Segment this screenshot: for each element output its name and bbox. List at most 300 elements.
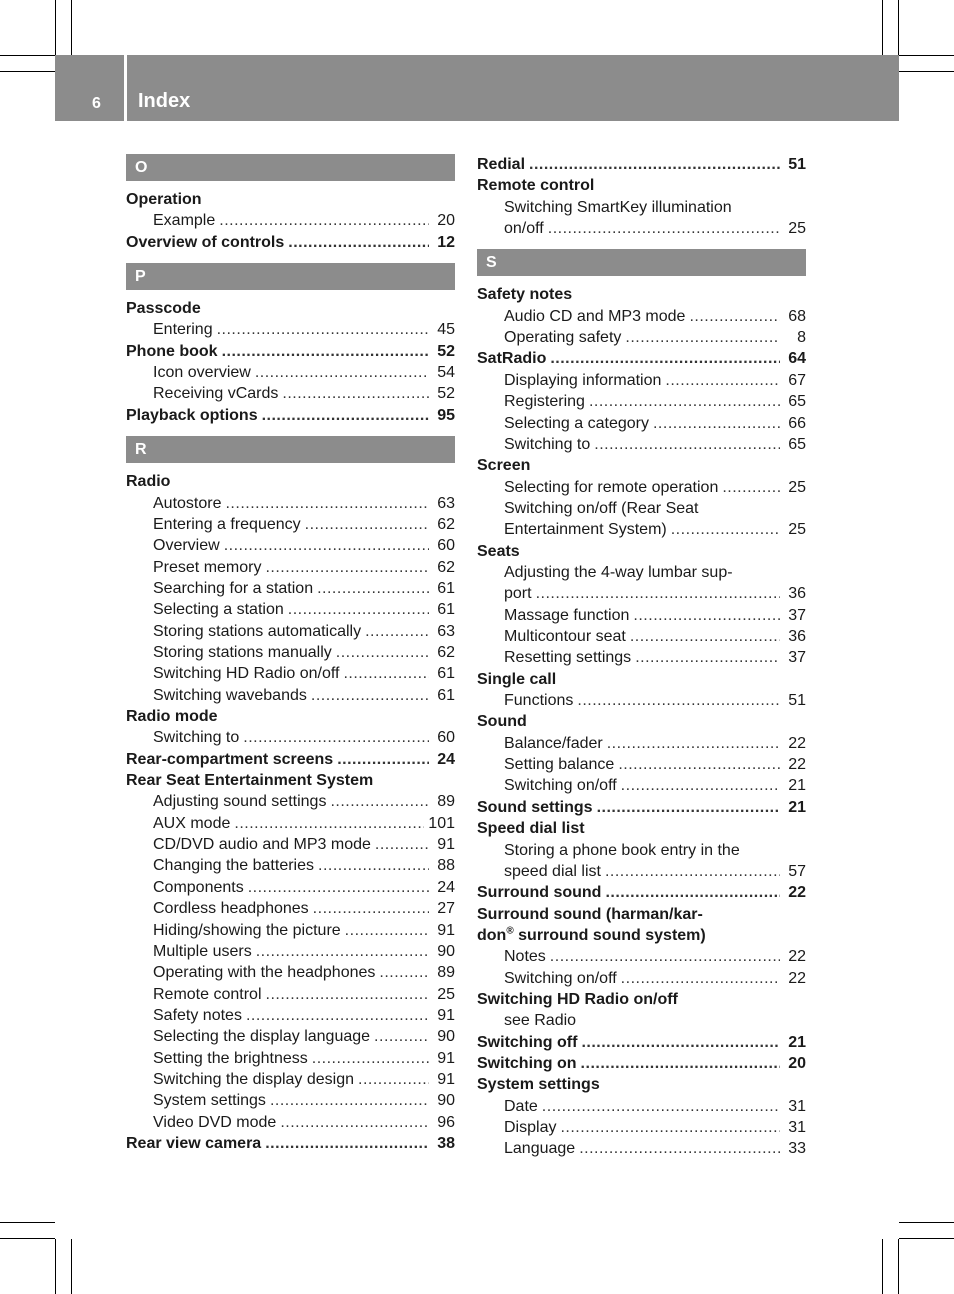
leader-dots: [317, 578, 429, 599]
entry-label: Changing the batteries: [153, 857, 314, 875]
index-subentry: [477, 197, 806, 218]
leader-dots: [243, 727, 429, 748]
index-subentry: [126, 877, 455, 898]
index-subentry: [126, 855, 455, 876]
index-column-right: [477, 154, 806, 1184]
crop-mark: [71, 1239, 72, 1294]
page-reference: 27: [437, 900, 455, 918]
page-reference: 20: [437, 212, 455, 230]
index-entry: [126, 341, 455, 362]
entry-label: Switching on/off (Rear Seat: [504, 499, 699, 517]
page-reference: 90: [437, 1028, 455, 1046]
section-letter-s: S: [477, 249, 806, 276]
entry-label: Overview of controls: [126, 233, 285, 251]
leader-dots: [621, 775, 780, 796]
entry-label: Switching on: [477, 1055, 577, 1072]
entry-label: Radio mode: [126, 708, 218, 725]
entry-label: Surround sound (harman/kar-: [477, 905, 703, 923]
leader-dots: [282, 383, 429, 404]
entry-label: Functions: [504, 692, 574, 710]
leader-dots: [265, 1133, 429, 1154]
leader-dots: [589, 391, 780, 412]
index-subentry: [477, 1096, 806, 1117]
leader-dots: [311, 685, 429, 706]
page-reference: 54: [437, 364, 455, 382]
entry-label: Radio: [126, 473, 171, 491]
leader-dots: [345, 920, 429, 941]
entry-label: Adjusting the 4-way lumbar sup-: [504, 563, 733, 581]
index-subentry: [126, 984, 455, 1005]
leader-dots: [633, 605, 780, 626]
page-reference: 65: [788, 435, 806, 453]
entry-label: Switching HD Radio on/off: [153, 665, 340, 683]
index-subentry: [477, 840, 806, 861]
index-entry: [477, 1032, 806, 1053]
entry-label: Operating with the headphones: [153, 964, 376, 982]
entry-label: Components: [153, 878, 244, 896]
crop-mark: [898, 0, 899, 55]
entry-label: Surround sound: [477, 884, 602, 902]
index-subentry: [126, 663, 455, 684]
page-reference: 38: [437, 1135, 455, 1152]
index-entry: [126, 1133, 455, 1154]
entry-label: Passcode: [126, 300, 201, 318]
page-number: 6: [92, 95, 101, 112]
leader-dots: [379, 962, 429, 983]
page-reference: 63: [437, 622, 455, 640]
entry-label: Switching SmartKey illumination: [504, 198, 732, 216]
entry-label: Switching wavebands: [153, 686, 307, 704]
leader-dots: [222, 341, 429, 362]
page-reference: 57: [788, 862, 806, 880]
leader-dots: [343, 663, 429, 684]
page-reference: 60: [437, 729, 455, 747]
index-entry: [126, 189, 455, 210]
section-letter-p: P: [126, 263, 455, 290]
index-subentry: [477, 413, 806, 434]
leader-dots: [597, 797, 780, 818]
index-entry: [477, 669, 806, 690]
entry-label: speed dial list: [504, 862, 601, 880]
leader-dots: [579, 1138, 780, 1159]
entry-label: CD/DVD audio and MP3 mode: [153, 836, 371, 854]
index-subentry: [477, 626, 806, 647]
page-reference: 24: [437, 878, 455, 896]
entry-label: Remote control: [477, 177, 595, 195]
index-subentry: [477, 690, 806, 711]
page-reference: 25: [788, 220, 806, 238]
page-reference: 25: [788, 521, 806, 539]
page-reference: 36: [788, 585, 806, 603]
entry-label: Sound: [477, 713, 527, 731]
entry-label: Sound settings: [477, 798, 593, 816]
leader-dots: [375, 834, 429, 855]
leader-dots: [665, 370, 780, 391]
index-subentry: [126, 898, 455, 919]
crop-mark: [0, 55, 55, 56]
index-subentry: [126, 362, 455, 383]
index-entry: [477, 455, 806, 476]
entry-label: don® surround sound system): [477, 925, 706, 944]
index-subentry: [126, 920, 455, 941]
index-subentry: [477, 519, 806, 540]
entry-label: Notes: [504, 948, 546, 966]
page-reference: 101: [428, 814, 455, 832]
entry-label: Multicontour seat: [504, 628, 626, 645]
page-reference: 21: [788, 798, 806, 816]
index-subentry: [477, 391, 806, 412]
entry-label: Storing a phone book entry in the: [504, 841, 740, 859]
page-reference: 52: [437, 342, 455, 360]
index-entry: [477, 925, 806, 946]
index-entry: [477, 1074, 806, 1095]
crop-mark: [0, 1238, 55, 1239]
entry-label: Date: [504, 1097, 538, 1115]
index-subentry: [477, 370, 806, 391]
crop-mark: [899, 1222, 954, 1223]
crop-mark: [55, 0, 56, 55]
entry-label: Hiding/showing the picture: [153, 921, 341, 939]
leader-dots: [224, 535, 429, 556]
index-subentry: [477, 647, 806, 668]
entry-label: Receiving vCards: [153, 385, 279, 403]
leader-dots: [318, 855, 429, 876]
index-subentry: [126, 1005, 455, 1026]
leader-dots: [581, 1032, 780, 1053]
page-reference: 63: [437, 494, 455, 512]
entry-label: Preset memory: [153, 558, 262, 576]
index-subentry: [477, 754, 806, 775]
leader-dots: [280, 1112, 429, 1133]
page-reference: 64: [788, 350, 806, 368]
page-reference: 68: [788, 307, 806, 325]
leader-dots: [529, 154, 780, 175]
leader-dots: [288, 599, 429, 620]
leader-dots: [621, 968, 780, 989]
entry-label: Phone book: [126, 342, 218, 360]
header-divider: [124, 55, 127, 121]
entry-label: Setting the brightness: [153, 1049, 308, 1067]
entry-label: Cordless headphones: [153, 900, 309, 918]
leader-dots: [234, 813, 424, 834]
index-subentry: [126, 685, 455, 706]
entry-label: Redial: [477, 156, 526, 173]
index-subentry: [477, 1010, 806, 1031]
leader-dots: [550, 946, 780, 967]
page-reference: 67: [788, 371, 806, 389]
index-subentry: [126, 1048, 455, 1069]
page-reference: 91: [437, 1070, 455, 1088]
page-reference: 45: [437, 321, 455, 339]
index-entry: [126, 770, 455, 791]
entry-label: Speed dial list: [477, 820, 585, 838]
index-subentry: [477, 583, 806, 604]
crop-mark: [898, 1239, 899, 1294]
index-subentry: [126, 834, 455, 855]
leader-dots: [550, 348, 780, 369]
index-entry: [477, 989, 806, 1010]
entry-label: Overview: [153, 537, 220, 555]
index-subentry: [477, 434, 806, 455]
entry-label: Multiple users: [153, 942, 252, 960]
page-reference: 62: [437, 515, 455, 533]
entry-label: Selecting for remote operation: [504, 478, 719, 496]
index-subentry: [477, 733, 806, 754]
leader-dots: [312, 1048, 429, 1069]
entry-label: Entertainment System): [504, 521, 667, 539]
page-reference: 62: [437, 643, 455, 661]
index-subentry: [477, 968, 806, 989]
index-subentry: [477, 1138, 806, 1159]
index-subentry: [126, 599, 455, 620]
leader-dots: [365, 621, 429, 642]
entry-label: Display: [504, 1119, 557, 1137]
leader-dots: [536, 583, 780, 604]
page-reference: 12: [437, 233, 455, 251]
entry-label: see Radio: [504, 1012, 577, 1030]
index-entry: [477, 711, 806, 732]
entry-label: Autostore: [153, 494, 222, 512]
page-reference: 22: [788, 969, 806, 987]
index-subentry: [477, 775, 806, 796]
entry-label: Entering: [153, 321, 213, 339]
index-subentry: [477, 218, 806, 239]
index-subentry: [126, 642, 455, 663]
crop-mark: [882, 1239, 883, 1294]
crop-mark: [0, 1222, 55, 1223]
section-letter-o: O: [126, 154, 455, 181]
entry-label: Displaying information: [504, 371, 662, 389]
index-subentry: [126, 941, 455, 962]
index-entry: [477, 175, 806, 196]
entry-label: Entering a frequency: [153, 515, 301, 533]
page-reference: 65: [788, 393, 806, 411]
entry-label: Single call: [477, 670, 557, 688]
section-letter-r: R: [126, 436, 455, 463]
page-reference: 36: [788, 628, 806, 645]
leader-dots: [581, 1053, 780, 1074]
crop-mark: [71, 0, 72, 55]
page-reference: 91: [437, 921, 455, 939]
entry-label: Resetting settings: [504, 649, 632, 667]
index-subentry: [126, 210, 455, 231]
page-reference: 61: [437, 686, 455, 704]
index-subentry: [477, 946, 806, 967]
entry-label: Adjusting sound settings: [153, 793, 327, 811]
index-subentry: [477, 477, 806, 498]
entry-label: on/off: [504, 220, 544, 238]
entry-label: Video DVD mode: [153, 1113, 277, 1131]
index-subentry: [477, 306, 806, 327]
leader-dots: [548, 218, 780, 239]
page-reference: 20: [788, 1055, 806, 1072]
leader-dots: [618, 754, 780, 775]
entry-label: Operation: [126, 191, 202, 208]
page-reference: 21: [788, 777, 806, 795]
leader-dots: [607, 733, 780, 754]
entry-label: Balance/fader: [504, 734, 603, 752]
page-reference: 62: [437, 558, 455, 576]
leader-dots: [219, 210, 429, 231]
index-entry: [477, 797, 806, 818]
index-column-left: [126, 154, 455, 1184]
entry-label: Example: [153, 212, 216, 230]
entry-label: Screen: [477, 457, 531, 475]
index-subentry: [126, 578, 455, 599]
leader-dots: [330, 791, 429, 812]
index-subentry: [126, 1090, 455, 1111]
entry-label: Switching the display design: [153, 1070, 355, 1088]
page-reference: 51: [788, 156, 806, 173]
index-entry: [477, 348, 806, 369]
index-entry: [477, 904, 806, 925]
leader-dots: [336, 642, 429, 663]
leader-dots: [605, 861, 780, 882]
index-entry: [477, 882, 806, 903]
page-reference: 91: [437, 836, 455, 854]
index-subentry: [126, 791, 455, 812]
entry-label: AUX mode: [153, 814, 231, 832]
index-subentry: [126, 557, 455, 578]
entry-label: Safety notes: [477, 286, 573, 304]
leader-dots: [270, 1090, 429, 1111]
page-reference: 33: [788, 1140, 806, 1158]
index-subentry: [126, 319, 455, 340]
entry-label: Rear view camera: [126, 1135, 262, 1152]
index-subentry: [126, 535, 455, 556]
entry-label: Playback options: [126, 406, 258, 424]
index-subentry: [477, 498, 806, 519]
index-subentry: [477, 327, 806, 348]
leader-dots: [358, 1069, 429, 1090]
leader-dots: [577, 690, 780, 711]
leader-dots: [248, 877, 429, 898]
page-reference: 90: [437, 942, 455, 960]
leader-dots: [337, 749, 429, 770]
index-subentry: [126, 1069, 455, 1090]
entry-label: Storing stations automatically: [153, 622, 362, 640]
entry-label: Switching to: [504, 435, 591, 453]
entry-label: Selecting a station: [153, 601, 284, 619]
page-reference: 24: [437, 750, 455, 768]
index-entry: [126, 232, 455, 253]
page-reference: 51: [788, 692, 806, 710]
page-reference: 91: [437, 1049, 455, 1067]
index-entry: [126, 298, 455, 319]
index-entry: [126, 749, 455, 770]
page-reference: 61: [437, 601, 455, 619]
entry-label: Selecting a category: [504, 414, 649, 432]
entry-label: Switching to: [153, 729, 240, 747]
crop-mark: [899, 1238, 954, 1239]
index-subentry: [126, 493, 455, 514]
crop-mark: [899, 55, 954, 56]
page-reference: 89: [437, 793, 455, 811]
page-reference: 90: [437, 1092, 455, 1110]
page-reference: 52: [437, 385, 455, 403]
page-reference: 22: [788, 884, 806, 902]
index-subentry: [126, 727, 455, 748]
index-subentry: [126, 514, 455, 535]
leader-dots: [255, 362, 429, 383]
index-entry: [126, 405, 455, 426]
entry-label: Searching for a station: [153, 579, 314, 597]
entry-label: Language: [504, 1140, 576, 1158]
entry-label: port: [504, 585, 532, 603]
entry-label: Safety notes: [153, 1006, 242, 1024]
entry-label: Switching on/off: [504, 969, 617, 987]
entry-label: Rear Seat Entertainment System: [126, 772, 374, 790]
entry-label: Icon overview: [153, 364, 251, 382]
leader-dots: [625, 327, 780, 348]
entry-label: SatRadio: [477, 350, 547, 368]
entry-label: Massage function: [504, 606, 630, 624]
leader-dots: [217, 319, 429, 340]
entry-label: Switching HD Radio on/off: [477, 990, 678, 1008]
page-reference: 31: [788, 1097, 806, 1115]
entry-label: Switching on/off: [504, 777, 617, 795]
leader-dots: [653, 413, 780, 434]
entry-label: Setting balance: [504, 756, 615, 774]
crop-mark: [0, 71, 55, 72]
leader-dots: [560, 1117, 780, 1138]
page-reference: 91: [437, 1006, 455, 1024]
page-reference: 66: [788, 414, 806, 432]
index-entry: [477, 541, 806, 562]
leader-dots: [542, 1096, 780, 1117]
leader-dots: [671, 519, 780, 540]
index-entry: [477, 284, 806, 305]
entry-label: System settings: [477, 1076, 600, 1094]
page-reference: 37: [788, 606, 806, 624]
entry-label: Selecting the display language: [153, 1028, 371, 1046]
leader-dots: [689, 306, 780, 327]
page-title: Index: [138, 90, 191, 112]
index-subentry: [477, 1117, 806, 1138]
entry-label: Remote control: [153, 985, 262, 1003]
crop-mark: [899, 71, 954, 72]
page-reference: 60: [437, 537, 455, 555]
index-subentry: [126, 1112, 455, 1133]
page-reference: 22: [788, 734, 806, 752]
page-reference: 8: [797, 329, 806, 347]
leader-dots: [266, 984, 430, 1005]
entry-label: Audio CD and MP3 mode: [504, 307, 686, 325]
leader-dots: [256, 941, 429, 962]
page-reference: 89: [437, 964, 455, 982]
page-reference: 88: [437, 857, 455, 875]
page-reference: 25: [788, 478, 806, 496]
index-entry: [126, 471, 455, 492]
leader-dots: [305, 514, 429, 535]
crop-mark: [55, 1239, 56, 1294]
leader-dots: [225, 493, 429, 514]
index-subentry: [126, 1026, 455, 1047]
index-subentry: [126, 383, 455, 404]
index-entry: [477, 818, 806, 839]
leader-dots: [635, 647, 780, 668]
page-reference: 21: [788, 1033, 806, 1051]
index-subentry: [126, 621, 455, 642]
page-reference: 31: [788, 1119, 806, 1137]
leader-dots: [605, 882, 780, 903]
entry-label: Operating safety: [504, 329, 622, 347]
leader-dots: [262, 405, 429, 426]
index-entry: [477, 1053, 806, 1074]
index-subentry: [126, 813, 455, 834]
page-reference: 61: [437, 579, 455, 597]
crop-mark: [882, 0, 883, 55]
